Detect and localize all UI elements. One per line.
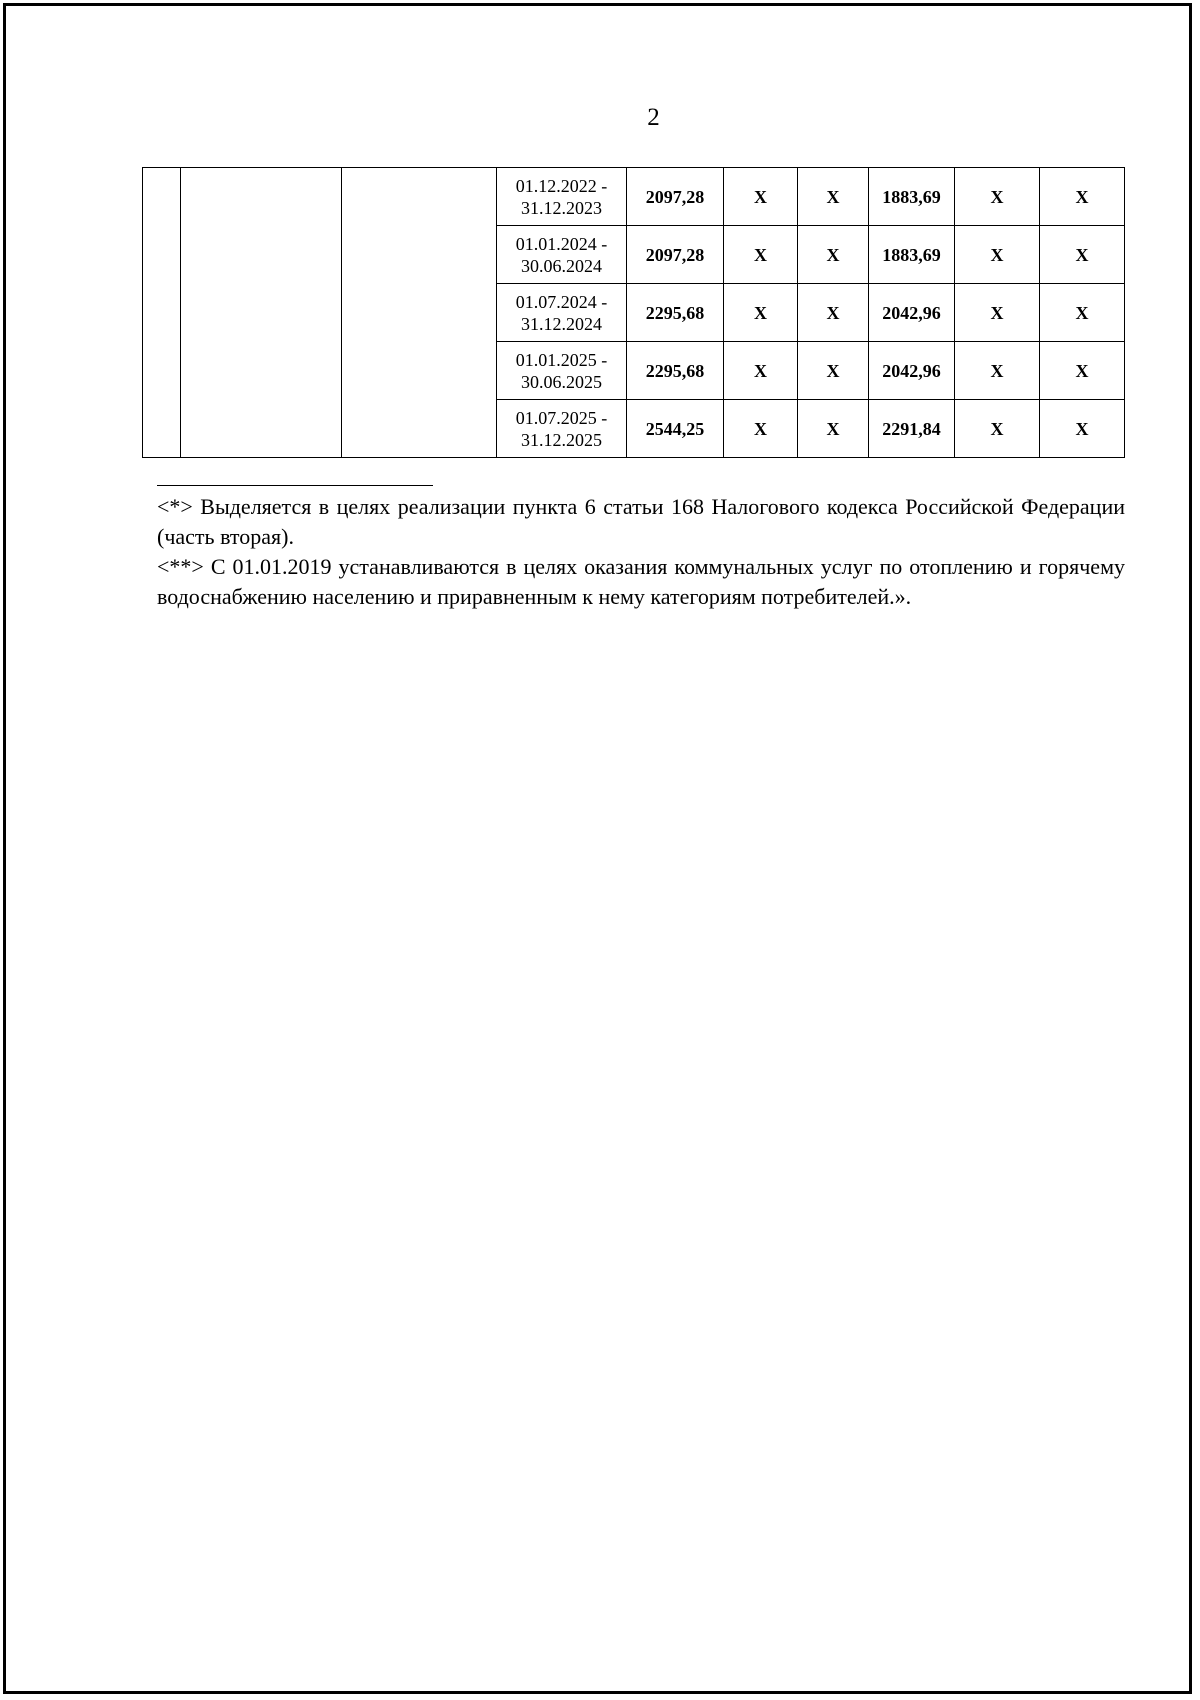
x-cell: X xyxy=(1040,284,1125,342)
x-cell: X xyxy=(798,226,869,284)
x-cell: X xyxy=(1040,342,1125,400)
tariff-value-cell: 1883,69 xyxy=(869,226,955,284)
period-end: 31.12.2025 xyxy=(521,429,602,450)
tariff-value-cell: 2544,25 xyxy=(627,400,724,458)
x-cell: X xyxy=(955,284,1040,342)
x-cell: X xyxy=(955,342,1040,400)
x-cell: X xyxy=(798,168,869,226)
x-cell: X xyxy=(798,342,869,400)
blank-cell xyxy=(181,168,342,458)
blank-cell xyxy=(143,168,181,458)
tariff-value-cell: 2295,68 xyxy=(627,342,724,400)
tariff-value-cell: 1883,69 xyxy=(869,168,955,226)
tariff-table xyxy=(142,167,1125,458)
period-cell xyxy=(497,168,627,226)
tariff-value-cell: 2097,28 xyxy=(627,226,724,284)
x-cell: X xyxy=(955,168,1040,226)
x-cell: X xyxy=(955,400,1040,458)
page-number: 2 xyxy=(647,104,660,131)
period-end: 30.06.2025 xyxy=(521,371,602,392)
footnote-divider xyxy=(157,485,433,486)
x-cell: X xyxy=(724,342,798,400)
footnote-vat: <*> Выделяется в целях реализации пункта 6 статьи 168 Налогового кодекса Российской Федерации (часть вторая). xyxy=(157,494,1125,549)
x-cell: X xyxy=(724,168,798,226)
x-cell: X xyxy=(798,400,869,458)
tariff-value-cell: 2042,96 xyxy=(869,284,955,342)
period-end: 31.12.2023 xyxy=(521,197,602,218)
period-cell xyxy=(497,226,627,284)
x-cell: X xyxy=(1040,226,1125,284)
period-cell xyxy=(497,342,627,400)
period-end: 30.06.2024 xyxy=(521,255,602,276)
tariff-value-cell: 2042,96 xyxy=(869,342,955,400)
period-cell xyxy=(497,284,627,342)
tariff-value-cell: 2097,28 xyxy=(627,168,724,226)
period-start: 01.12.2022 - xyxy=(515,175,608,196)
table-row xyxy=(143,168,1125,226)
blank-cell xyxy=(342,168,497,458)
tariff-value-cell: 2295,68 xyxy=(627,284,724,342)
x-cell: X xyxy=(1040,400,1125,458)
period-start: 01.01.2025 - xyxy=(515,349,608,370)
x-cell: X xyxy=(724,226,798,284)
period-end: 31.12.2024 xyxy=(521,313,602,334)
x-cell: X xyxy=(724,400,798,458)
period-cell xyxy=(497,400,627,458)
x-cell: X xyxy=(955,226,1040,284)
footnote-utilities: <**> С 01.01.2019 устанавливаются в целях оказания коммунальных услуг по отоплению и горячему водоснабжению населению и приравненным к нему категориям потребителей.». xyxy=(157,554,1125,609)
x-cell: X xyxy=(724,284,798,342)
period-start: 01.07.2025 - xyxy=(515,407,608,428)
period-start: 01.01.2024 - xyxy=(515,233,608,254)
tariff-value-cell: 2291,84 xyxy=(869,400,955,458)
x-cell: X xyxy=(1040,168,1125,226)
period-start: 01.07.2024 - xyxy=(515,291,608,312)
footnotes xyxy=(157,492,1125,612)
x-cell: X xyxy=(798,284,869,342)
